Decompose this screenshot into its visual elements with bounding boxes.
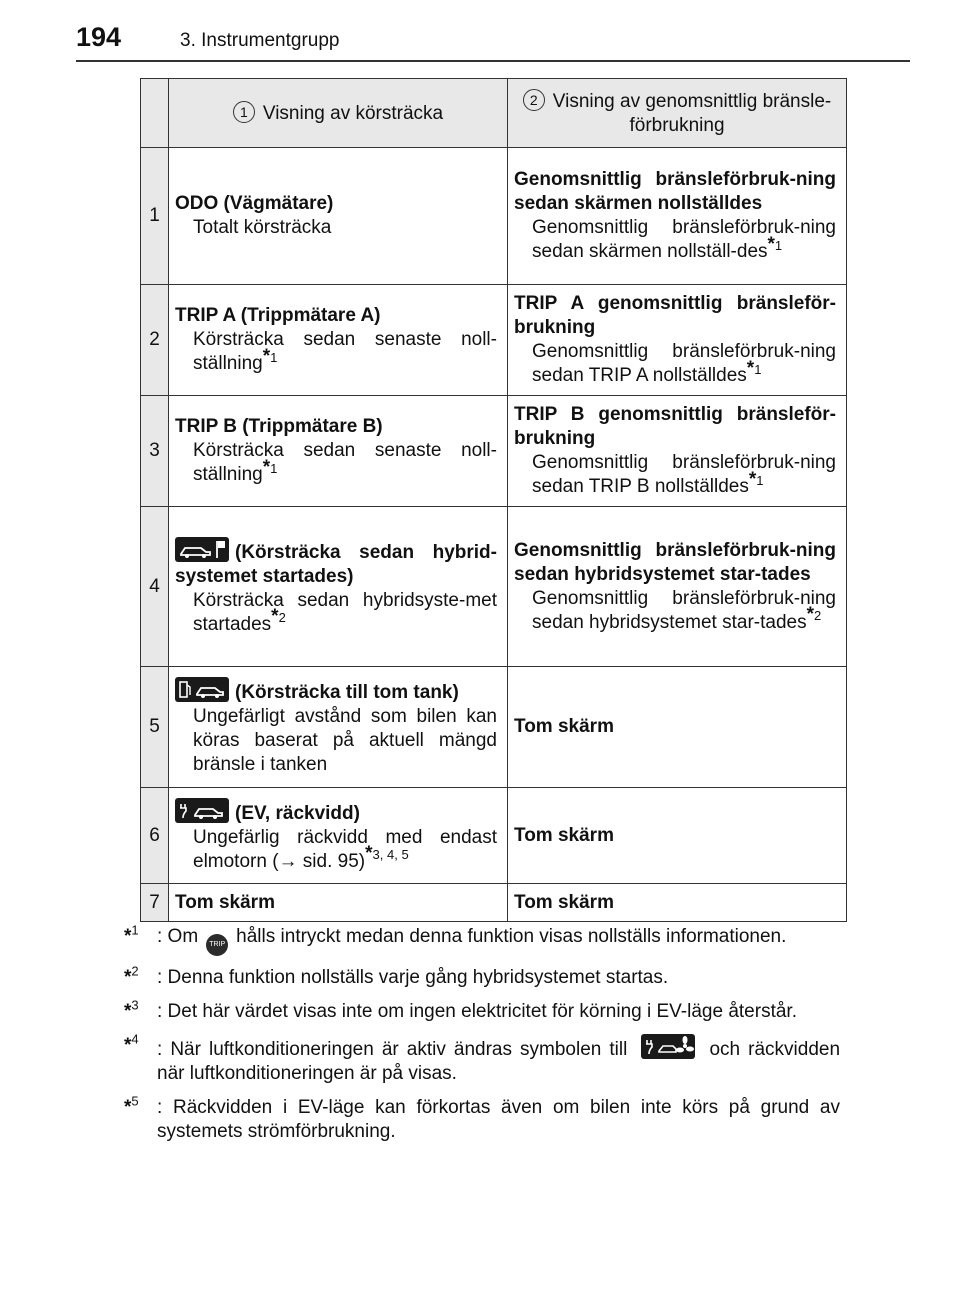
footnote-5: *$^5$ : Räckvidden i EV-läge kan förkortas även om bilen inte körs på grund av systemets strömförbrukning. bbox=[124, 1093, 840, 1142]
header-num-cell bbox=[141, 79, 169, 148]
circled-number-2: 2 bbox=[523, 89, 545, 111]
trip-display-table bbox=[140, 78, 847, 922]
ev-range-cell: (EV, räckvidd) Ungefärlig räckvidd med endast elmotorn (→ sid. 95)$^{*3, 4, 5}$ bbox=[169, 788, 508, 884]
header-col2: 2 Visning av genomsnittlig bränsle-förbrukning bbox=[508, 79, 847, 148]
row-number: 1 bbox=[141, 148, 169, 285]
trip-a-cell: TRIP A (Trippmätare A) Körsträcka sedan senaste noll-ställning$^{*1}$ bbox=[169, 285, 508, 396]
row-number: 6 bbox=[141, 788, 169, 884]
odometer-cell: ODO (Vägmätare) Totalt körsträcka bbox=[169, 148, 508, 285]
trip-a-fuel-cell: TRIP A genomsnittlig bränsleför-brukning Genomsnittlig bränsleförbruk-ning sedan TRIP A nollställdes$^{*1}$ bbox=[508, 285, 847, 396]
arrow-right-icon: → bbox=[278, 850, 298, 872]
header-col1: 1 Visning av körsträcka bbox=[169, 79, 508, 148]
footnotes bbox=[124, 922, 841, 1154]
circled-number-1: 1 bbox=[233, 101, 255, 123]
blank-screen-cell: Tom skärm bbox=[508, 884, 847, 922]
trip-b-cell: TRIP B (Trippmätare B) Körsträcka sedan senaste noll-ställning$^{*1}$ bbox=[169, 396, 508, 507]
footnote-4: *$^4$ : När luftkonditioneringen är aktiv ändras symbolen till och räckvidden när luftkonditioneringen är på visas. bbox=[124, 1031, 841, 1084]
table-row bbox=[141, 667, 847, 788]
row-number: 3 bbox=[141, 396, 169, 507]
plug-car-icon bbox=[175, 798, 229, 823]
footnote-1: *$^1$ : Om TRIP hålls intryckt medan denna funktion visas nollställs informationen. bbox=[124, 925, 840, 956]
blank-screen-cell: Tom skärm bbox=[508, 788, 847, 884]
blank-screen-cell: Tom skärm bbox=[169, 884, 508, 922]
row-number: 5 bbox=[141, 667, 169, 788]
row-number: 2 bbox=[141, 285, 169, 396]
range-to-empty-cell: (Körsträcka till tom tank) Ungefärligt avstånd som bilen kan köras baserat på aktuell mängd bränsle i tanken bbox=[169, 667, 508, 788]
table-row bbox=[141, 148, 847, 285]
since-start-fuel-cell: Genomsnittlig bränsleförbruk-ning sedan hybridsystemet star-tades Genomsnittlig bränsleförbruk-ning sedan hybridsystemet star-tades$^{*2}$ bbox=[508, 507, 847, 667]
page-number: 194 bbox=[76, 22, 122, 52]
table-row bbox=[141, 507, 847, 667]
header-divider bbox=[76, 60, 910, 62]
table-header-row bbox=[141, 79, 847, 148]
row-number: 7 bbox=[141, 884, 169, 922]
footnote-2: *$^2$ : Denna funktion nollställs varje gång hybridsystemet startas. bbox=[124, 963, 669, 988]
car-with-flag-icon bbox=[175, 537, 229, 562]
fuel-pump-car-icon bbox=[175, 677, 229, 702]
table-row bbox=[141, 396, 847, 507]
plug-fan-icon bbox=[641, 1034, 695, 1059]
table-row bbox=[141, 884, 847, 922]
table-row bbox=[141, 285, 847, 396]
page-header bbox=[76, 22, 910, 62]
footnote-3: *$^3$ : Det här värdet visas inte om ingen elektricitet för körning i EV-läge återstår. bbox=[124, 997, 797, 1022]
trip-b-fuel-cell: TRIP B genomsnittlig bränsleför-brukning Genomsnittlig bränsleförbruk-ning sedan TRIP B nollställdes$^{*1}$ bbox=[508, 396, 847, 507]
since-start-cell: (Körsträcka sedan hybrid-systemet startades) Körsträcka sedan hybridsyste-met startades$^{*2}$ bbox=[169, 507, 508, 667]
blank-screen-cell: Tom skärm bbox=[508, 667, 847, 788]
row-number: 4 bbox=[141, 507, 169, 667]
avg-fuel-cell: Genomsnittlig bränsleförbruk-ning sedan skärmen nollställdes Genomsnittlig bränsleförbruk-ning sedan skärmen nollställ-des$^{*1}$ bbox=[508, 148, 847, 285]
chapter-title: 3. Instrumentgrupp bbox=[180, 30, 340, 51]
trip-button-icon: TRIP bbox=[206, 934, 228, 956]
table-row bbox=[141, 788, 847, 884]
